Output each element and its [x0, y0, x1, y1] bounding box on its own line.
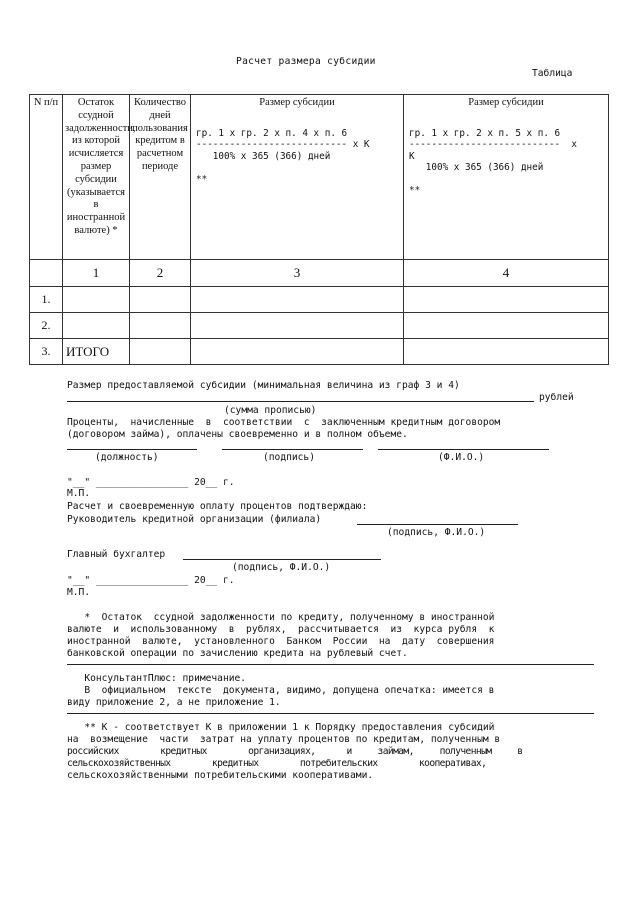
interest-text-1: Проценты, начисленные в соответствии с заключенным кредитным договором [67, 417, 501, 428]
confirm-text: Расчет и своевременную оплату процентов подтверждаю: [67, 501, 368, 512]
signature-label: (подпись) [263, 452, 315, 463]
consultant-line: В официальном тексте документа, видимо, допущена опечатка: имеется в [67, 685, 495, 696]
table-cell [130, 339, 191, 365]
col-number-blank [30, 260, 63, 287]
signature-underline [222, 449, 363, 450]
note-1-line: * Остаток ссудной задолженности по кредиту, полученному в иностранной [67, 612, 495, 623]
formula-b: гр. 1 x гр. 2 x п. 5 x п. 6 --------------------------- x К 100% x 365 (366) дней ** [409, 127, 577, 197]
total-label: ИТОГО [63, 339, 130, 365]
header-subsidy-b-label: Размер субсидии [468, 97, 544, 108]
position-label: (должность) [95, 452, 159, 463]
table-row [30, 287, 609, 313]
note-2-line: сельскохозяйственных кредитных потребительских кооперативах, [67, 758, 487, 769]
table-cell [191, 313, 404, 339]
subsidy-size-line: Размер предоставляемой субсидии (минимальная величина из граф 3 и 4) [67, 380, 460, 391]
note-1-line: валюте и использованному в рублях, рассчитывается из курса рубля к [67, 624, 495, 635]
header-subsidy-b [404, 95, 609, 260]
table-row [30, 339, 609, 365]
consultant-line: виду приложение 2, а не приложение 1. [67, 697, 281, 708]
table-cell [404, 339, 609, 365]
divider-bottom [67, 713, 594, 714]
accountant-label: Главный бухгалтер [67, 549, 166, 560]
col-number-4: 4 [404, 260, 609, 287]
stamp-place-2: М.П. [67, 587, 91, 598]
table-cell [404, 313, 609, 339]
accountant-sig-label: (подпись, Ф.И.О.) [232, 562, 331, 573]
note-1-line: иностранной валюте, установленного Банком России на дату совершения [67, 636, 495, 647]
fio-underline [378, 449, 549, 450]
divider-top [67, 664, 594, 665]
note-1-line: банковской операции по зачислению кредита на рублевый счет. [67, 648, 408, 659]
subsidy-table [29, 94, 609, 365]
table-cell [191, 339, 404, 365]
row-number: 1. [30, 287, 63, 313]
header-days: Количество дней пользования кредитом в расчетном периоде [130, 95, 191, 260]
rubles-label: рублей [539, 392, 574, 403]
note-2-line: российских кредитных организациях, и займам, полученным в [67, 746, 523, 757]
header-subsidy-a-label: Размер субсидии [259, 97, 335, 108]
note-2-line: ** К - соответствует К в приложении 1 к Порядку предоставления субсидий [67, 722, 495, 733]
table-cell [130, 287, 191, 313]
page-title: Расчет размера субсидии [236, 56, 376, 67]
header-subsidy-a [191, 95, 404, 260]
table-cell [404, 287, 609, 313]
interest-text-2: (договором займа), оплачены своевременно и в полном объеме. [67, 429, 408, 440]
date-line-2: "__" ________________ 20__ г. [67, 575, 235, 586]
position-underline [67, 449, 197, 450]
head-sig-label: (подпись, Ф.И.О.) [387, 527, 486, 538]
consultant-line: КонсультантПлюс: примечание. [67, 673, 247, 684]
col-number-2: 2 [130, 260, 191, 287]
sum-words-label: (сумма прописью) [224, 405, 317, 416]
formula-a: гр. 1 x гр. 2 x п. 4 x п. 6 --------------------------- x К 100% x 365 (366) дней ** [196, 127, 370, 185]
table-cell [63, 313, 130, 339]
note-2-line: сельскохозяйственными потребительскими кооперативами. [67, 770, 374, 781]
accountant-underline [183, 559, 381, 560]
table-cell [130, 313, 191, 339]
header-npp: N п/п [30, 95, 63, 260]
note-2-line: на возмещение части затрат на уплату процентов по кредитам, полученным в [67, 734, 501, 745]
row-number: 3. [30, 339, 63, 365]
fio-label: (Ф.И.О.) [438, 452, 485, 463]
col-number-3: 3 [191, 260, 404, 287]
head-underline [357, 524, 518, 525]
table-row [30, 313, 609, 339]
col-number-1: 1 [63, 260, 130, 287]
table-caption: Таблица [532, 68, 573, 79]
table-cell [191, 287, 404, 313]
sum-underline [67, 401, 534, 402]
date-line: "__" ________________ 20__ г. [67, 477, 235, 488]
table-cell [63, 287, 130, 313]
stamp-place: М.П. [67, 488, 91, 499]
header-balance: Остаток ссудной задолженности, из которой исчисляется размер субсидии (указывается в иностранной валюте) * [63, 95, 130, 260]
head-label: Руководитель кредитной организации (филиала) [67, 514, 322, 525]
row-number: 2. [30, 313, 63, 339]
